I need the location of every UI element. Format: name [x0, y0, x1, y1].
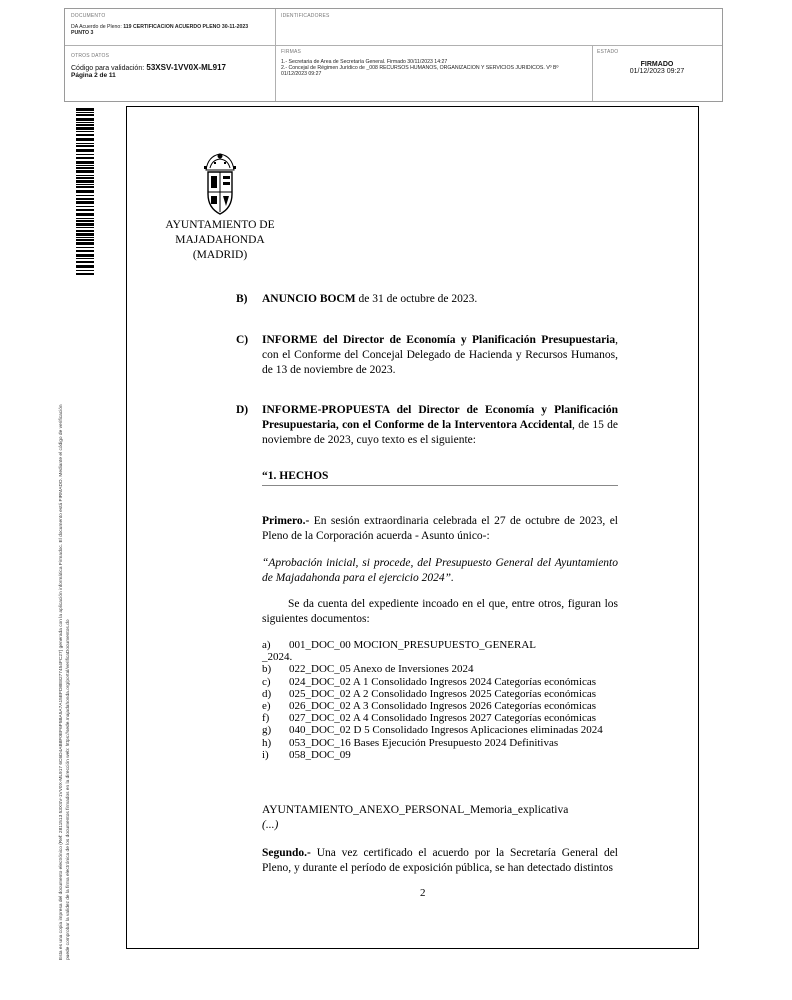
list-item-key: h)	[262, 736, 272, 749]
otros-datos-cell	[71, 53, 271, 79]
verification-side-text: Esta es una copia impresa del documento electrónico (Ref: 2811513 53XSV-1VV0X-ML917 6C6D4AB8F0EF6F5BA5A7A15EFD8E8277454FC27) generada con la aplicación informática Firmadoc. El documento está FIRMADO. Mediante el código de verificación puede comprobar la validez de la firma electrónica de los documentos firmados en la dirección web: https://sede.majadahonda.org/portal/verificaDocumentos.do	[59, 404, 71, 960]
barcode-bar	[76, 184, 94, 185]
barcode-bar	[76, 254, 94, 257]
barcode-bar	[76, 270, 94, 271]
barcode-bar	[76, 127, 94, 130]
barcode-bar	[76, 261, 94, 263]
barcode-bar	[76, 223, 94, 226]
barcode-bar	[76, 145, 94, 147]
barcode-bar	[76, 218, 94, 219]
se-da-cuenta-paragraph: Se da cuenta del expediente incoado en el que, entre otros, figuran los siguientes documentos:	[262, 598, 618, 625]
barcode-bar	[76, 161, 94, 164]
barcode-bar	[76, 206, 94, 207]
barcode-bar	[76, 190, 94, 193]
list-item-text: _2024.	[262, 651, 293, 664]
barcode-bar	[76, 177, 94, 179]
barcode-bar	[76, 230, 94, 232]
list-item-text: 040_DOC_02 D 5 Consolidado Ingresos Aplicaciones eliminadas 2024	[289, 724, 603, 737]
barcode-bar	[76, 175, 94, 176]
estado-date: 01/12/2023 09:27	[629, 68, 685, 75]
divider	[65, 45, 722, 46]
divider	[592, 45, 593, 101]
barcode-bar	[76, 233, 94, 236]
barcode-bar	[76, 258, 94, 259]
firma-2-date: 01/12/2023 09:27	[281, 71, 322, 78]
list-item-key: b)	[262, 663, 272, 676]
list-item	[262, 651, 622, 663]
barcode	[76, 108, 94, 276]
firmas-cell	[281, 49, 591, 78]
barcode-bar	[76, 237, 94, 238]
coat-of-arms-logo	[200, 152, 240, 216]
documento-label: DOCUMENTO	[71, 13, 106, 19]
barcode-bar	[76, 122, 94, 123]
barcode-bar	[76, 143, 94, 144]
list-item-key: g)	[262, 724, 272, 737]
list-item-text: 053_DOC_16 Bases Ejecución Presupuesto 2024 Definitivas	[289, 736, 559, 749]
list-item-key: i)	[262, 748, 269, 761]
list-item-text: 026_DOC_02 A 3 Consolidado Ingresos 2026 Categorías económicas	[289, 699, 597, 712]
barcode-bar	[76, 112, 94, 113]
barcode-bar	[76, 154, 94, 155]
list-item	[262, 676, 622, 688]
ellipsis: (...)	[262, 819, 279, 831]
list-item	[262, 700, 622, 712]
anexo-line: AYUNTAMIENTO_ANEXO_PERSONAL_Memoria_explicativa	[262, 804, 569, 816]
barcode-bar	[76, 118, 94, 121]
barcode-bar	[76, 165, 94, 166]
barcode-bar	[76, 242, 94, 245]
list-item-key: d)	[262, 687, 272, 700]
page-count: Página 2 de 11	[71, 72, 116, 79]
barcode-bar	[76, 114, 94, 116]
list-item-text: 001_DOC_00 MOCION_PRESUPUESTO_GENERAL	[289, 639, 537, 651]
barcode-bar	[76, 250, 94, 252]
barcode-bar	[76, 239, 94, 241]
barcode-bar	[76, 124, 94, 126]
barcode-bar	[76, 209, 94, 211]
list-item	[262, 639, 622, 651]
firma-2: 2.- Concejal de Régimen Jurídico de _008 RECURSOS HUMANOS, ORGANIZACIÓN Y SERVICIOS JURIDICOS. Vº Bº	[281, 65, 559, 72]
list-item-text: 058_DOC_09	[289, 748, 351, 761]
barcode-bar	[76, 265, 94, 268]
barcode-bar	[76, 213, 94, 216]
list-item-text: 022_DOC_05 Anexo de Inversiones 2024	[289, 663, 474, 676]
barcode-bar	[76, 149, 94, 152]
documento-punto: PUNTO 3	[71, 30, 94, 37]
list-item-text: 024_DOC_02 A 1 Consolidado Ingresos 2024 Categorías económicas	[289, 675, 597, 688]
barcode-bar	[76, 134, 94, 136]
barcode-bar	[76, 195, 94, 196]
documento-cell	[71, 13, 271, 36]
barcode-bar	[76, 167, 94, 169]
firmas-label: FIRMAS	[281, 49, 302, 55]
list-item-key: c)	[262, 675, 271, 688]
quote-paragraph: “Aprobación inicial, si procede, del Presupuesto General del Ayuntamiento de Majadahonda para el ejercicio 2024”.	[262, 557, 618, 584]
segundo-paragraph: Segundo.- Una vez certificado el acuerdo por la Secretaría General del Pleno, y durante el período de exposición pública, se han detectado distintos	[262, 847, 618, 874]
primero-paragraph: Primero.- En sesión extraordinaria celebrada el 27 de octubre de 2023, el Pleno de la Corporación acuerda - Asunto único-:	[262, 515, 618, 542]
identificadores-label: IDENTIFICADORES	[281, 13, 330, 19]
list-item	[262, 724, 622, 736]
estado-label: ESTADO	[597, 49, 619, 55]
identificadores-cell	[281, 13, 581, 19]
list-item	[262, 712, 622, 724]
barcode-bar	[76, 220, 94, 222]
list-item	[262, 749, 622, 761]
document-header	[64, 8, 723, 102]
list-item	[262, 737, 622, 749]
list-item-text: 025_DOC_02 A 2 Consolidado Ingresos 2025 Categorías económicas	[289, 687, 597, 700]
barcode-bar	[76, 157, 94, 159]
barcode-bar	[76, 138, 94, 141]
barcode-bar	[76, 186, 94, 188]
hechos-heading: “1. HECHOS	[262, 470, 618, 486]
barcode-bar	[76, 247, 94, 248]
barcode-bar	[76, 273, 94, 275]
list-item-key: e)	[262, 699, 271, 712]
documents-list	[262, 639, 622, 761]
list-item	[262, 688, 622, 700]
list-item-key: f)	[262, 712, 270, 725]
list-item	[262, 663, 622, 675]
section-b: B) ANUNCIO BOCM de 31 de octubre de 2023.	[236, 293, 478, 305]
divider	[275, 9, 276, 101]
otros-datos-label: OTROS DATOS	[71, 53, 110, 59]
barcode-bar	[76, 227, 94, 228]
barcode-bar	[76, 170, 94, 173]
estado-value: FIRMADO	[640, 61, 674, 68]
section-c: C) INFORME del Director de Economía y Planificación Presupuestaria, con el Conforme del Concejal Delegado de Hacienda y Recursos Humanos, de 13 de noviembre de 2023.	[236, 334, 618, 376]
barcode-bar	[76, 201, 94, 204]
page-number: 2	[420, 887, 426, 899]
barcode-bar	[76, 198, 94, 200]
barcode-bar	[76, 108, 94, 111]
barcode-bar	[76, 180, 94, 183]
list-item-key: a)	[262, 639, 271, 651]
documento-value: DA Acuerdo de Pleno: 119 CERTIFICACION ACUERDO PLENO 30-11-2023	[71, 24, 249, 30]
firma-1: 1.- Secretaria de Area de Secretaría General. Firmado 30/11/2023 14:27	[281, 59, 448, 65]
barcode-bar	[76, 131, 94, 132]
validation-code: Código para validación: 53XSV-1VV0X-ML917	[71, 63, 227, 72]
letterhead: AYUNTAMIENTO DE MAJADAHONDA (MADRID)	[165, 219, 275, 261]
estado-cell	[597, 49, 717, 75]
list-item-text: 027_DOC_02 A 4 Consolidado Ingresos 2027 Categorías económicas	[289, 712, 597, 725]
section-d: D) INFORME-PROPUESTA del Director de Economía y Planificación Presupuestaria, con el Conforme de la Interventora Accidental, de 15 de noviembre de 2023, cuyo texto es el siguiente:	[236, 404, 618, 446]
